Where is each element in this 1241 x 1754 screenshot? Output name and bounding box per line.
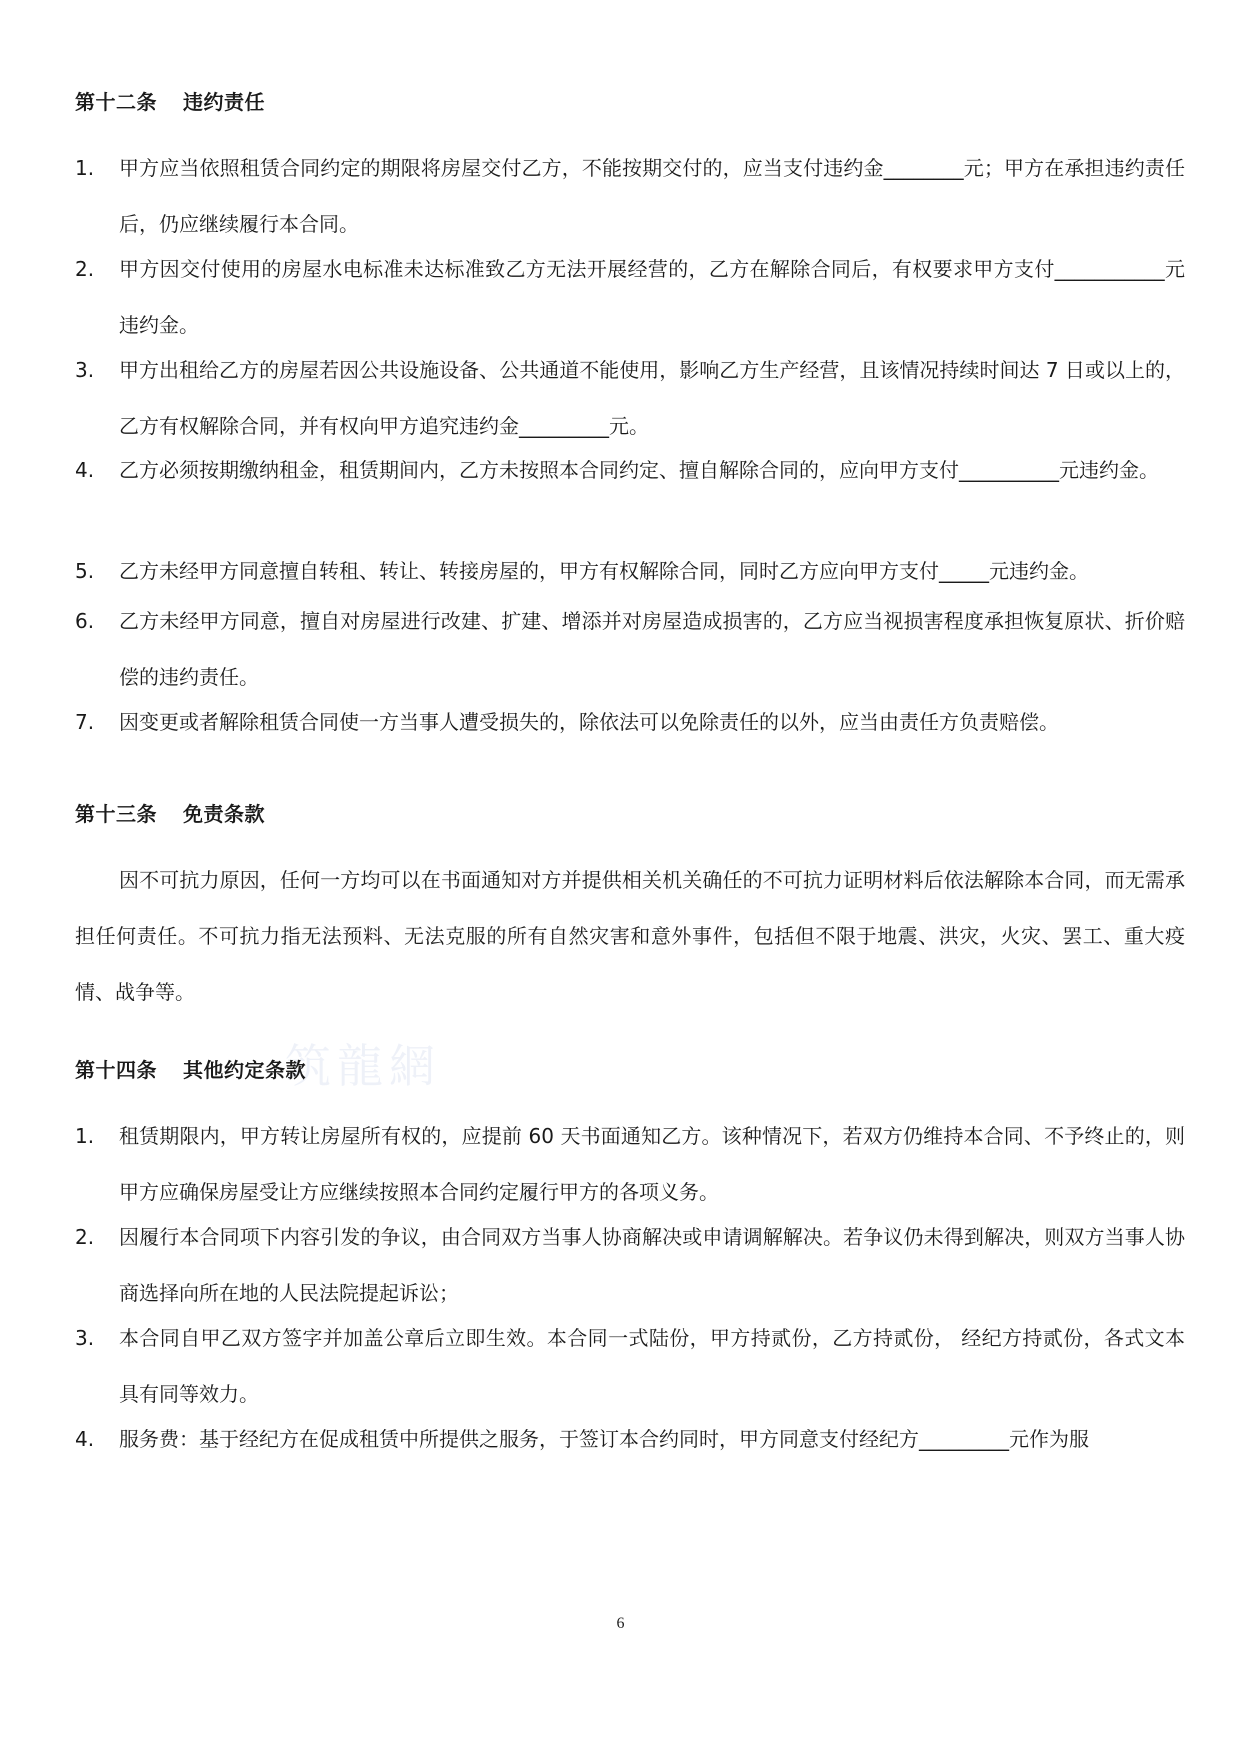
clause-number: 4.	[75, 458, 95, 482]
clause-12-1	[75, 140, 1185, 252]
clause-14-2	[75, 1209, 1185, 1321]
clause-number: 5.	[75, 559, 95, 583]
clause-number: 2.	[75, 257, 95, 281]
clause-text: 乙方未经甲方同意，擅自对房屋进行改建、扩建、增添并对房屋造成损害的，乙方应当视损害程度承担恢复原状、折价赔偿的违约责任。	[119, 609, 1185, 689]
clause-12-2	[75, 241, 1185, 353]
clause-number: 2.	[75, 1225, 95, 1249]
clause-number: 3.	[75, 1326, 95, 1350]
clause-text: 租赁期限内，甲方转让房屋所有权的，应提前 60 天书面通知乙方。该种情况下，若双方仍维持本合同、不予终止的，则甲方应确保房屋受让方应继续按照本合同约定履行甲方的各项义务。	[119, 1124, 1185, 1204]
clause-text: 服务费：基于经纪方在促成租赁中所提供之服务，于签订本合约同时，甲方同意支付经纪方_________元作为服	[119, 1427, 1089, 1451]
watermark: 筑龍網	[285, 1039, 441, 1093]
clause-14-3	[75, 1310, 1185, 1422]
clause-number: 3.	[75, 358, 95, 382]
section-12-title: 违约责任	[183, 90, 265, 114]
section-12-heading	[75, 86, 265, 115]
clause-text: 本合同自甲乙双方签字并加盖公章后立即生效。本合同一式陆份，甲方持贰份，乙方持贰份， 经纪方持贰份，各式文本具有同等效力。	[119, 1326, 1185, 1406]
section-14-number: 第十四条	[75, 1058, 157, 1082]
clause-12-5	[75, 543, 1185, 599]
clause-text: 甲方因交付使用的房屋水电标准未达标准致乙方无法开展经营的，乙方在解除合同后，有权要求甲方支付___________元违约金。	[119, 257, 1185, 337]
section-12-number: 第十二条	[75, 90, 157, 114]
clause-12-7	[75, 694, 1185, 750]
clause-14-4	[75, 1411, 1185, 1467]
clause-number: 7.	[75, 710, 95, 734]
clause-text: 乙方未经甲方同意擅自转租、转让、转接房屋的，甲方有权解除合同，同时乙方应向甲方支付_____元违约金。	[119, 559, 1089, 583]
clause-12-6	[75, 593, 1185, 705]
section-14-title: 其他约定条款	[183, 1058, 306, 1082]
section-13-paragraph: 因不可抗力原因，任何一方均可以在书面通知对方并提供相关机关确任的不可抗力证明材料后依法解除本合同，而无需承担任何责任。不可抗力指无法预料、无法克服的所有自然灾害和意外事件，包括但不限于地震、洪灾，火灾、罢工、重大疫情、战争等。	[75, 868, 1185, 1004]
clause-12-3	[75, 342, 1185, 454]
section-13-number: 第十三条	[75, 802, 157, 826]
clause-text: 乙方必须按期缴纳租金，租赁期间内，乙方未按照本合同约定、擅自解除合同的，应向甲方支付__________元违约金。	[119, 458, 1159, 482]
clause-12-4	[75, 442, 1185, 498]
section-13-title: 免责条款	[183, 802, 265, 826]
clause-text: 甲方出租给乙方的房屋若因公共设施设备、公共通道不能使用，影响乙方生产经营，且该情况持续时间达 7 日或以上的，乙方有权解除合同，并有权向甲方追究违约金_________元。	[119, 358, 1185, 438]
page-number: 6	[616, 1615, 625, 1632]
clause-number: 4.	[75, 1427, 95, 1451]
clause-number: 6.	[75, 609, 95, 633]
clause-text: 因变更或者解除租赁合同使一方当事人遭受损失的，除依法可以免除责任的以外，应当由责任方负责赔偿。	[119, 710, 1059, 734]
section-14-heading	[75, 1054, 306, 1083]
clause-14-1	[75, 1108, 1185, 1220]
clause-number: 1.	[75, 156, 95, 180]
clause-text: 因履行本合同项下内容引发的争议，由合同双方当事人协商解决或申请调解解决。若争议仍未得到解决，则双方当事人协商选择向所在地的人民法院提起诉讼；	[119, 1225, 1185, 1305]
clause-text: 甲方应当依照租赁合同约定的期限将房屋交付乙方，不能按期交付的，应当支付违约金________元；甲方在承担违约责任后，仍应继续履行本合同。	[119, 156, 1185, 236]
section-13-heading	[75, 798, 265, 827]
clause-number: 1.	[75, 1124, 95, 1148]
